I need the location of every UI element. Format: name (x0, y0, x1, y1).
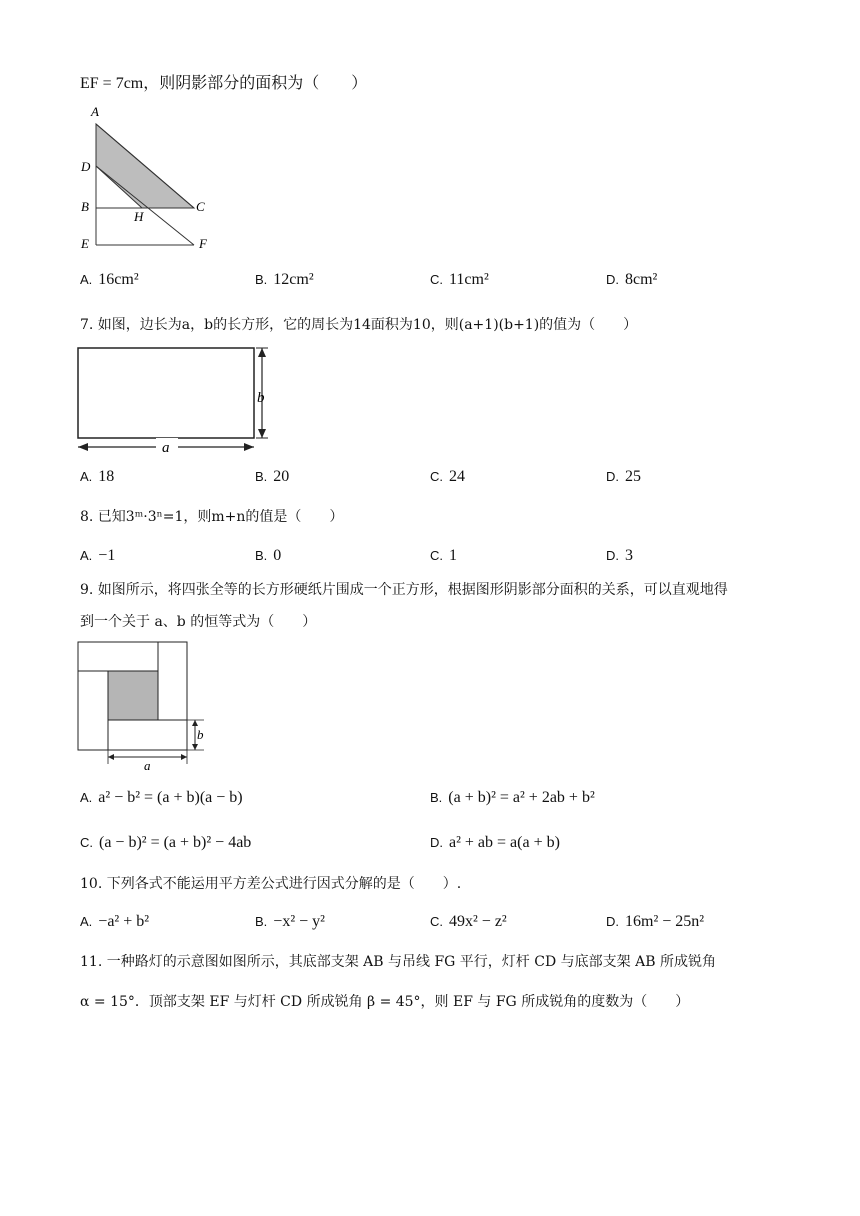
q10-option-d[interactable]: D. 16m² − 25n² (606, 913, 705, 930)
q9-option-c[interactable]: C. (a − b)² = (a + b)² − 4ab (80, 834, 252, 851)
q7-stem: 7. 如图，边长为a，b的长方形，它的周长为14面积为10，则(a+1)(b+1)的值为（ ） (80, 317, 638, 333)
q6-label-H: H (134, 209, 144, 224)
q9-option-a[interactable]: A. a² − b² = (a + b)(a − b) (80, 789, 243, 806)
q6-figure (76, 100, 216, 260)
q8-option-d[interactable]: D. 3 (606, 547, 633, 564)
q9-label-b: b (197, 727, 204, 742)
q7-label-b: b (257, 390, 265, 406)
q11-stem-line1: 11. 一种路灯的示意图如图所示，其底部支架 AB 与吊线 FG 平行，灯杆 CD 与底部支架 AB 所成锐角 (80, 954, 716, 970)
q7-option-a[interactable]: A. 18 (80, 468, 115, 485)
q6-label-D: D (81, 159, 91, 174)
q7-option-b[interactable]: B. 20 (255, 468, 290, 485)
q10-option-a[interactable]: A. −a² + b² (80, 913, 150, 930)
q10-stem: 10. 下列各式不能运用平方差公式进行因式分解的是（ ）. (80, 876, 462, 892)
q6-option-a[interactable]: A. 16cm² (80, 271, 139, 288)
q8-option-a[interactable]: A. −1 (80, 547, 116, 564)
q11-stem-line2: α = 15°．顶部支架 EF 与灯杆 CD 所成锐角 β = 45°，则 EF 与 FG 所成锐角的度数为（ ） (80, 994, 690, 1010)
q6-label-F: F (199, 236, 207, 251)
q6-option-c[interactable]: C. 11cm² (430, 271, 489, 288)
q6-option-b[interactable]: B. 12cm² (255, 271, 314, 288)
q6-label-C: C (196, 199, 205, 214)
q10-option-c[interactable]: C. 49x² − z² (430, 913, 507, 930)
q6-label-B: B (81, 199, 89, 214)
q7-option-c[interactable]: C. 24 (430, 468, 465, 485)
q9-option-b[interactable]: B. (a + b)² = a² + 2ab + b² (430, 789, 595, 806)
q8-stem: 8. 已知3ᵐ·3ⁿ=1，则m+n的值是（ ） (80, 509, 344, 525)
q6-label-A: A (91, 104, 99, 119)
q8-option-b[interactable]: B. 0 (255, 547, 282, 564)
q9-figure (76, 640, 216, 774)
q9-shaded-square (108, 671, 158, 720)
q7-figure (76, 344, 276, 460)
q10-option-b[interactable]: B. −x² − y² (255, 913, 325, 930)
q9-stem-line1: 9. 如图所示，将四张全等的长方形硬纸片围成一个正方形，根据图形阴影部分面积的关系，可以直观地得 (80, 582, 728, 598)
q8-option-c[interactable]: C. 1 (430, 547, 457, 564)
q9-option-d[interactable]: D. a² + ab = a(a + b) (430, 834, 560, 851)
q6-stem: EF = 7cm，则阴影部分的面积为（ ） (80, 75, 368, 92)
q9-label-a: a (144, 758, 151, 773)
q6-option-d[interactable]: D. 8cm² (606, 271, 658, 288)
q7-rectangle (78, 348, 254, 438)
q9-stem-line2: 到一个关于 a、b 的恒等式为（ ） (80, 614, 317, 630)
q7-label-a: a (162, 440, 170, 456)
q6-label-E: E (81, 236, 89, 251)
q7-option-d[interactable]: D. 25 (606, 468, 641, 485)
